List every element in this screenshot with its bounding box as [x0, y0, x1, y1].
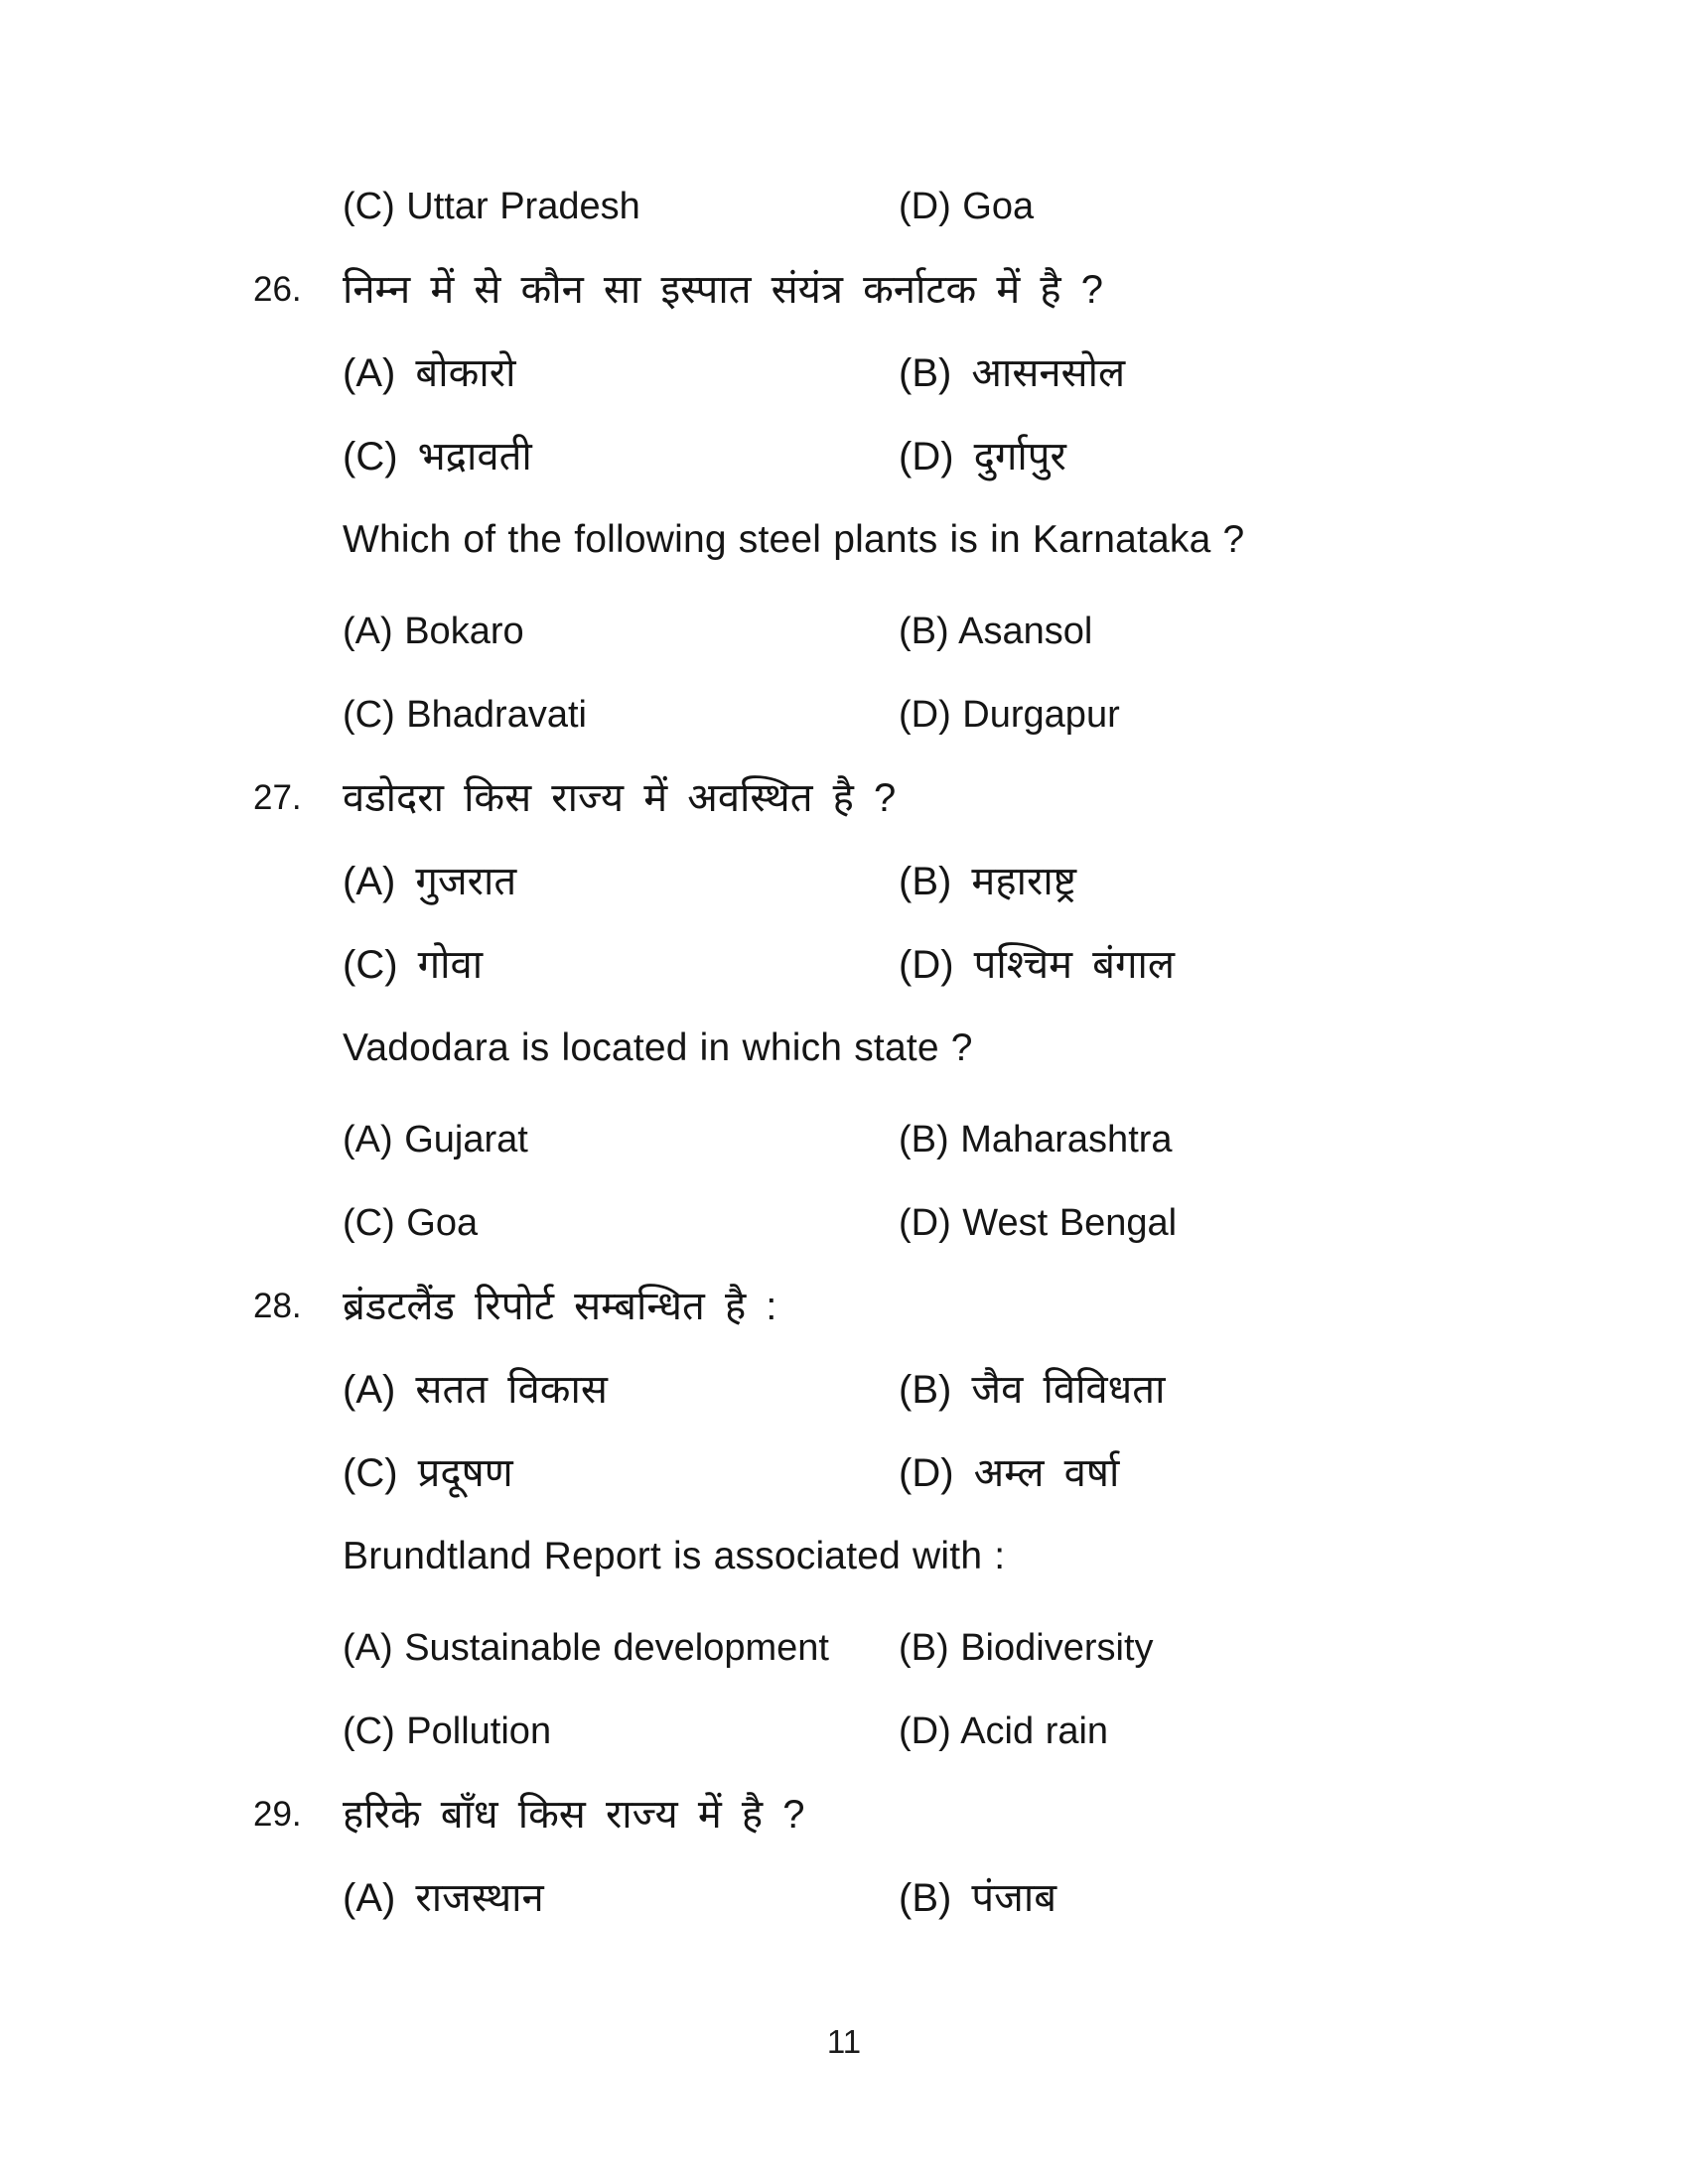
question-27-option-d-english: (D) West Bengal — [899, 1202, 1178, 1244]
question-28-text-english: Brundtland Report is associated with : — [343, 1535, 1006, 1577]
question-28-number: 28. — [253, 1287, 302, 1325]
option-c-prev: (C) Uttar Pradesh — [343, 186, 640, 227]
question-27-options-hindi-cd — [0, 943, 1688, 987]
options-row-prev-cd — [0, 185, 1688, 228]
question-26-options-hindi-ab — [0, 351, 1688, 395]
question-28-text-hindi: ब्रंडटलैंड रिपोर्ट सम्बन्धित है : — [343, 1285, 777, 1328]
option-d-prev: (D) Goa — [899, 186, 1035, 227]
question-27-hindi — [0, 776, 1688, 820]
question-26-number: 26. — [253, 270, 302, 309]
question-26-option-d-hindi: (D) दुर्गापुर — [899, 435, 1066, 478]
question-28-options-hindi-ab — [0, 1368, 1688, 1412]
question-27-option-c-english: (C) Goa — [343, 1202, 479, 1244]
question-27-english — [0, 1026, 1688, 1078]
question-26-option-b-hindi: (B) आसनसोल — [899, 351, 1126, 395]
question-27-option-d-hindi: (D) पश्चिम बंगाल — [899, 943, 1175, 987]
question-26-english — [0, 518, 1688, 570]
question-26-options-hindi-cd — [0, 435, 1688, 478]
question-27-option-b-english: (B) Maharashtra — [899, 1119, 1173, 1160]
question-29-option-a-hindi: (A) राजस्थान — [343, 1876, 544, 1920]
question-28-english — [0, 1535, 1688, 1586]
question-28-option-a-english: (A) Sustainable development — [343, 1627, 829, 1669]
question-26-option-a-english: (A) Bokaro — [343, 611, 524, 652]
question-26-option-c-hindi: (C) भद्रावती — [343, 435, 532, 478]
question-27-number: 27. — [253, 778, 302, 817]
question-28-options-english-ab — [0, 1626, 1688, 1670]
question-28-option-a-hindi: (A) सतत विकास — [343, 1368, 608, 1412]
question-28-option-c-english: (C) Pollution — [343, 1710, 552, 1752]
question-26-option-c-english: (C) Bhadravati — [343, 694, 587, 736]
question-28-option-b-hindi: (B) जैव विविधता — [899, 1368, 1166, 1412]
question-26-hindi — [0, 268, 1688, 312]
question-28-options-english-cd — [0, 1709, 1688, 1753]
question-27-option-a-hindi: (A) गुजरात — [343, 860, 517, 903]
question-29-text-hindi: हरिके बाँध किस राज्य में है ? — [343, 1793, 805, 1837]
question-28-hindi — [0, 1285, 1688, 1328]
question-28-options-hindi-cd — [0, 1451, 1688, 1495]
question-26-option-b-english: (B) Asansol — [899, 611, 1093, 652]
question-27-option-c-hindi: (C) गोवा — [343, 943, 484, 987]
question-27-option-a-english: (A) Gujarat — [343, 1119, 528, 1160]
question-26-option-d-english: (D) Durgapur — [899, 694, 1120, 736]
question-26-option-a-hindi: (A) बोकारो — [343, 351, 516, 395]
question-27-option-b-hindi: (B) महाराष्ट्र — [899, 860, 1077, 903]
question-29-hindi — [0, 1793, 1688, 1837]
question-28-option-d-english: (D) Acid rain — [899, 1710, 1109, 1752]
question-26-text-hindi: निम्न में से कौन सा इस्पात संयंत्र कर्नाटक में है ? — [343, 268, 1103, 312]
question-27-text-english: Vadodara is located in which state ? — [343, 1026, 973, 1069]
question-28-option-c-hindi: (C) प्रदूषण — [343, 1451, 513, 1495]
question-27-text-hindi: वडोदरा किस राज्य में अवस्थित है ? — [343, 776, 897, 820]
page-number: 11 — [826, 2023, 862, 2060]
question-27-options-hindi-ab — [0, 860, 1688, 903]
question-26-options-english-cd — [0, 693, 1688, 737]
question-26-text-english: Which of the following steel plants is in Karnataka ? — [343, 518, 1245, 561]
question-26-options-english-ab — [0, 610, 1688, 653]
question-28-option-d-hindi: (D) अम्ल वर्षा — [899, 1451, 1120, 1495]
question-27-options-english-ab — [0, 1118, 1688, 1161]
question-27-options-english-cd — [0, 1201, 1688, 1245]
question-29-option-b-hindi: (B) पंजाब — [899, 1876, 1057, 1920]
question-29-number: 29. — [253, 1795, 302, 1834]
question-28-option-b-english: (B) Biodiversity — [899, 1627, 1154, 1669]
question-29-options-hindi-ab — [0, 1876, 1688, 1920]
